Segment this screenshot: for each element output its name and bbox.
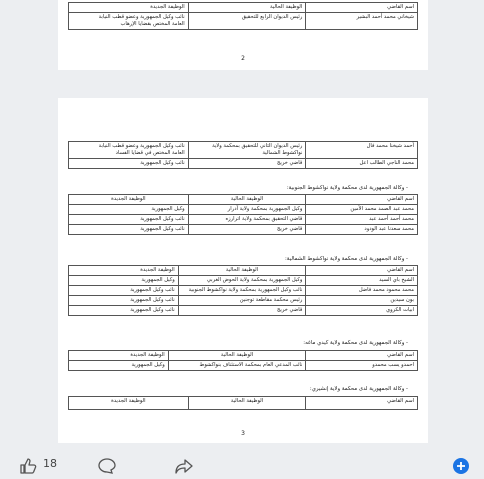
table-header-row	[69, 3, 418, 13]
header-new-position: الوظيفة الجديدة	[69, 351, 169, 361]
judge-name: الشيخ باي السيد	[306, 276, 418, 286]
current-position: قاضي خريج	[188, 159, 306, 169]
table-row	[69, 215, 418, 225]
judge-name: بون سيدين	[306, 296, 418, 306]
header-current-position: الوظيفة الحالية	[168, 351, 306, 361]
judge-name: محمد محمود محمد فاضل	[306, 286, 418, 296]
document-page-2	[58, 0, 428, 70]
header-current-position: الوظيفة الحالية	[188, 195, 306, 205]
section-heading: - وكالة الجمهورية لدى محكمة ولاية نواكشوط الجنوبية:	[286, 185, 408, 191]
current-position: قاضي التحقيق بمحكمة ولاية اترارزه	[188, 215, 306, 225]
table-header-row	[69, 397, 418, 410]
new-position: نائب وكيل الجمهورية	[69, 225, 189, 235]
document-page-3	[58, 98, 428, 443]
header-new-position: الوظيفة الجديدة	[69, 397, 189, 410]
header-current-position: الوظيفة الحالية	[188, 3, 306, 13]
table-row	[69, 13, 418, 30]
current-position-line: نواكشوط الشمالية	[262, 150, 303, 156]
table-row	[69, 286, 418, 296]
table-header-row	[69, 195, 418, 205]
section-heading: - وكالة الجمهورية لدى محكمة ولاية إنشيري:	[309, 386, 408, 392]
judge-name: ابيات الكروي	[306, 306, 418, 316]
judge-name: محمد أحمد أحمد عبد	[306, 215, 418, 225]
table-row	[69, 225, 418, 235]
judge-name: محمد سعدنا عبد الودود	[306, 225, 418, 235]
judge-name: أحمد شيخنا محمد فال	[306, 142, 418, 159]
table-header-row	[69, 266, 418, 276]
current-position: قاضي خريج	[188, 225, 306, 235]
new-position: نائب وكيل الجمهورية	[69, 296, 179, 306]
table-row	[69, 296, 418, 306]
judge-name: محمد الناجي الطالب اعل	[306, 159, 418, 169]
new-position: وكيل الجمهورية	[69, 276, 179, 286]
current-position: وكيل الجمهورية بمحكمة ولاية الحوض الغربي	[178, 276, 306, 286]
current-position: رئيس الديوان الرابع للتحقيق	[188, 13, 306, 30]
judge-name: محمد عبد الصمد محمد الأمين	[306, 205, 418, 215]
judge-name: احمدو يسب محمدو	[306, 361, 418, 371]
table-row	[69, 361, 418, 371]
section-heading: - وكالة الجمهورية لدى محكمة ولاية كيدي ماغه:	[303, 340, 408, 346]
page-number: 3	[241, 430, 245, 437]
share-icon[interactable]	[175, 458, 193, 478]
new-position: نائب وكيل الجمهورية	[69, 159, 189, 169]
header-judge-name: اسم القاضي	[306, 397, 418, 410]
header-current-position: الوظيفة الحالية	[188, 397, 306, 410]
table-row	[69, 306, 418, 316]
judges-table-inchiri	[68, 396, 418, 410]
like-count: 18	[43, 457, 57, 470]
new-position: نائب وكيل الجمهورية	[69, 215, 189, 225]
table-row	[69, 159, 418, 169]
judges-table-continued	[68, 2, 418, 30]
new-position-line: نائب وكيل الجمهورية وعضو قطب النيابة	[98, 14, 185, 20]
judges-table-continued-2	[68, 141, 418, 169]
header-new-position: الوظيفة الجديدة	[69, 195, 189, 205]
new-position-line: العامة المختص بقضايا الإرهاب	[120, 21, 185, 27]
header-judge-name: اسم القاضي	[306, 195, 418, 205]
header-new-position: الوظيفة الجديدة	[69, 266, 179, 276]
new-position: نائب وكيل الجمهورية	[69, 306, 179, 316]
current-position: نائب المدعي العام بمحكمة الاستئناف بنواكشوط	[168, 361, 306, 371]
new-position: وكيل الجمهورية	[69, 361, 169, 371]
header-judge-name: اسم القاضي	[306, 351, 418, 361]
new-position: نائب وكيل الجمهورية	[69, 286, 179, 296]
table-row	[69, 205, 418, 215]
comment-icon[interactable]	[98, 458, 116, 478]
current-position: رئيس محكمة مقاطعة توجنين	[178, 296, 306, 306]
new-position	[69, 13, 189, 30]
reaction-bar	[0, 455, 484, 470]
new-position-line: العامة المختص في قضايا الفساد	[115, 150, 185, 156]
header-judge-name: اسم القاضي	[306, 266, 418, 276]
current-position-line: رئيس الديوان الثاني للتحقيق بمحكمة ولاية	[212, 143, 303, 149]
table-row	[69, 276, 418, 286]
judge-name: شيخاني محمد أحمد البشير	[306, 13, 418, 30]
page-number: 2	[241, 55, 245, 62]
section-heading: - وكالة الجمهورية لدى محكمة ولاية نواكشوط الشمالية:	[284, 256, 408, 262]
table-row	[69, 142, 418, 159]
current-position	[188, 142, 306, 159]
more-actions-icon[interactable]	[452, 457, 470, 479]
new-position-line: نائب وكيل الجمهورية وعضو قطب النيابة	[98, 143, 185, 149]
table-header-row	[69, 351, 418, 361]
new-position	[69, 142, 189, 159]
new-position: وكيل الجمهورية	[69, 205, 189, 215]
judges-table-south	[68, 194, 418, 235]
judges-table-guidimakha	[68, 350, 418, 371]
header-new-position: الوظيفة الجديدة	[69, 3, 189, 13]
current-position: وكيل الجمهورية بمحكمة ولاية آدرار	[188, 205, 306, 215]
judges-table-north	[68, 265, 418, 316]
header-current-position: الوظيفة الحالية	[178, 266, 306, 276]
like-icon[interactable]	[18, 458, 38, 478]
header-judge-name: اسم القاضي	[306, 3, 418, 13]
current-position: قاضي خريج	[178, 306, 306, 316]
current-position: نائب وكيل الجمهورية بمحكمة ولاية نواكشوط الجنوبية	[178, 286, 306, 296]
